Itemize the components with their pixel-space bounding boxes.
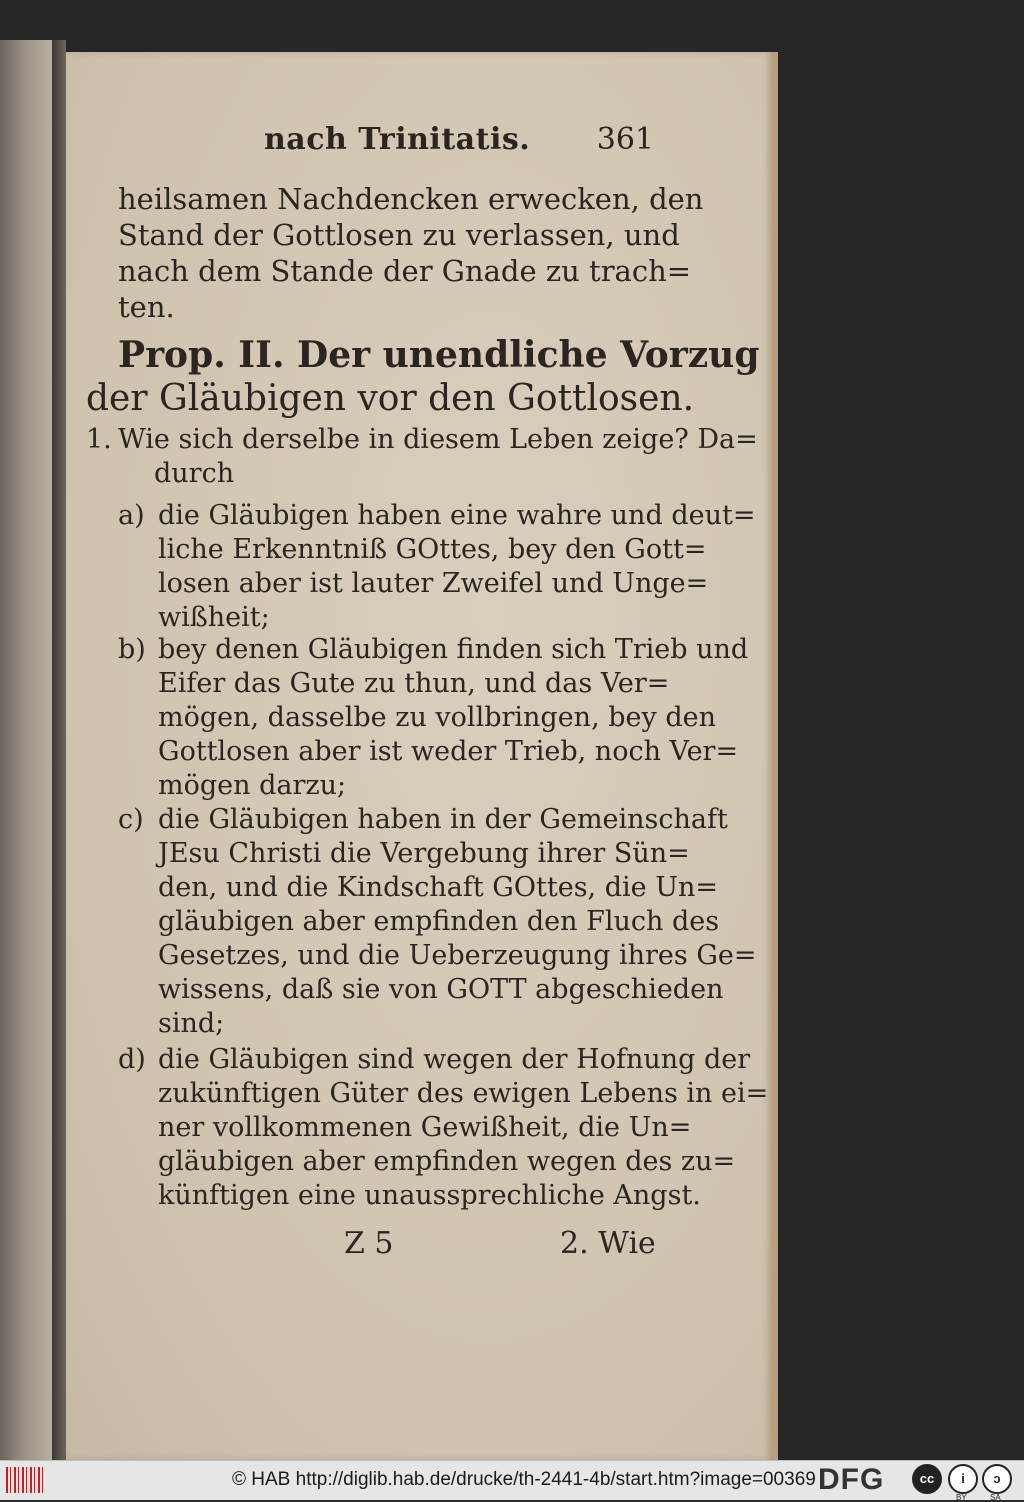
facing-page-edge — [0, 40, 52, 1460]
by-label: BY — [956, 1493, 967, 1502]
item-marker: c) — [118, 804, 144, 835]
page-number: 361 — [596, 122, 654, 157]
item-line: die Gläubigen haben eine wahre und deut= — [158, 500, 756, 531]
library-barcode-icon — [6, 1467, 46, 1493]
item-line: Eifer das Gute zu thun, und das Ver= — [158, 668, 670, 699]
share-alike-icon: ↄ — [982, 1464, 1012, 1494]
dfg-logo: DFG — [818, 1463, 885, 1496]
source-credit-link[interactable]: © HAB http://diglib.hab.de/drucke/th-2441-4b/start.htm?image=00369 — [232, 1469, 816, 1490]
item-line: die Gläubigen sind wegen der Hofnung der — [158, 1044, 751, 1075]
item-line: gläubigen aber empfinden wegen des zu= — [158, 1146, 736, 1177]
point-line: Wie sich derselbe in diesem Leben zeige? Da= — [118, 424, 758, 455]
item-line: den, und die Kindschaft GOttes, die Un= — [158, 872, 718, 903]
item-line: sind; — [158, 1008, 225, 1039]
sa-label: SA — [990, 1493, 1001, 1502]
item-marker: d) — [118, 1044, 146, 1075]
item-marker: a) — [118, 500, 145, 531]
running-head — [264, 122, 664, 162]
item-line: Gottlosen aber ist weder Trieb, noch Ver= — [158, 736, 739, 767]
intro-line: ten. — [118, 290, 175, 324]
running-head-title: nach Trinitatis. — [264, 122, 531, 157]
point-line: durch — [154, 458, 235, 489]
item-marker: b) — [118, 634, 146, 665]
item-line: die Gläubigen haben in der Gemeinschaft — [158, 804, 728, 835]
proposition-heading: der Gläubigen vor den Gottlosen. — [86, 378, 695, 419]
item-line: ner vollkommenen Gewißheit, die Un= — [158, 1112, 692, 1143]
item-line: liche Erkenntniß GOttes, bey den Gott= — [158, 534, 707, 565]
catchword: 2. Wie — [560, 1226, 656, 1261]
item-line: zukünftigen Güter des ewigen Lebens in ei= — [158, 1078, 769, 1109]
item-line: künftigen eine unaussprechliche Angst. — [158, 1180, 701, 1211]
item-line: losen aber ist lauter Zweifel und Unge= — [158, 568, 709, 599]
signature-mark: Z 5 — [344, 1226, 394, 1261]
book-gutter — [52, 40, 66, 1460]
cc-license-icon: cc — [912, 1464, 942, 1494]
intro-line: Stand der Gottlosen zu verlassen, und — [118, 218, 680, 252]
intro-line: heilsamen Nachdencken erwecken, den — [118, 182, 704, 216]
item-line: gläubigen aber empfinden den Fluch des — [158, 906, 720, 937]
item-line: JEsu Christi die Vergebung ihrer Sün= — [158, 838, 690, 869]
footer-bar — [0, 1460, 1024, 1500]
proposition-heading: Prop. II. Der unendliche Vorzug — [118, 334, 760, 376]
item-line: mögen, dasselbe zu vollbringen, bey den — [158, 702, 716, 733]
attribution-icon: i — [948, 1464, 978, 1494]
item-line: mögen darzu; — [158, 770, 347, 801]
item-line: wißheit; — [158, 602, 270, 633]
item-line: bey denen Gläubigen finden sich Trieb und — [158, 634, 749, 665]
item-line: wissens, daß sie von GOTT abgeschieden — [158, 974, 724, 1005]
item-line: Gesetzes, und die Ueberzeugung ihres Ge= — [158, 940, 757, 971]
point-marker: 1. — [86, 424, 112, 455]
intro-line: nach dem Stande der Gnade zu trach= — [118, 254, 692, 288]
license-icons[interactable] — [910, 1464, 1020, 1502]
